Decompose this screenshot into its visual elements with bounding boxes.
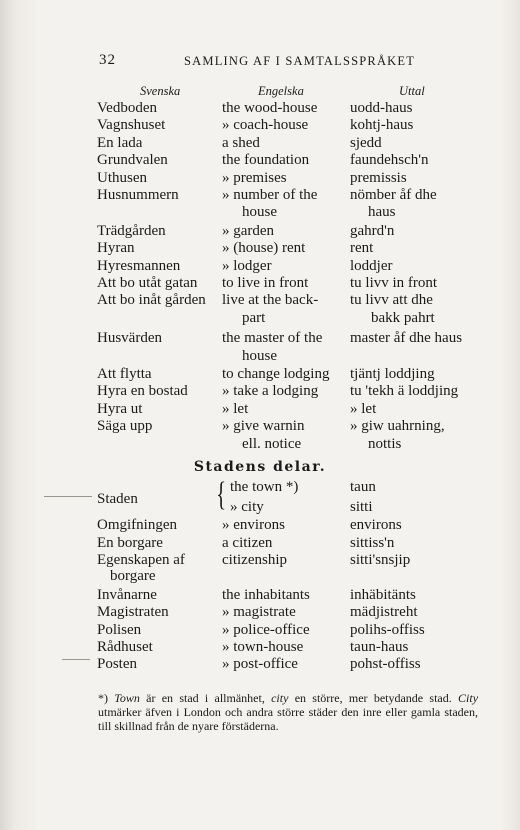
- vocabulary-row: [0, 135, 520, 153]
- swedish-term: Invånarne: [97, 587, 157, 604]
- vocabulary-row: [0, 348, 520, 366]
- vocabulary-row: [0, 622, 520, 640]
- pronunciation: environs: [350, 517, 402, 534]
- english-term: citizenship: [222, 551, 287, 568]
- footnote-marker: *): [98, 691, 108, 705]
- swedish-term: Säga upp: [97, 418, 153, 435]
- swedish-term: Trädgården: [97, 222, 166, 239]
- pronunciation: sittiss'n: [350, 534, 395, 551]
- swedish-term: Vagnshuset: [97, 117, 166, 134]
- pronunciation: uodd-haus: [350, 100, 413, 116]
- vocabulary-row: [0, 535, 520, 553]
- vocabulary-row: [0, 152, 520, 170]
- footnote-text: utmärker äfven i London och andra större städer den inre eller gamla staden, till skillnad från de nyare förstäderna.: [98, 705, 478, 733]
- pronunciation: sjedd: [350, 134, 382, 151]
- pronunciation: premissis: [350, 169, 407, 186]
- english-term: the town *): [230, 479, 299, 495]
- pronunciation: sitti'snsjip: [350, 551, 411, 568]
- english-term: house: [242, 347, 277, 364]
- english-term: part: [242, 309, 266, 326]
- vocabulary-row: [0, 366, 520, 384]
- pronunciation: rent: [350, 240, 374, 257]
- pronunciation: faundehsch'n: [350, 152, 429, 169]
- english-term: » number of the: [222, 187, 318, 203]
- vocabulary-row: [0, 170, 520, 188]
- swedish-term: Hyresmannen: [97, 257, 181, 274]
- english-term: » lodger: [222, 257, 272, 274]
- english-term: » coach-house: [222, 117, 309, 134]
- english-term: live at the back-: [222, 292, 319, 309]
- english-term: a shed: [222, 134, 260, 151]
- running-title: SAMLING AF I SAMTALSSPRÅKET: [184, 54, 416, 68]
- swedish-term: En borgare: [97, 534, 163, 551]
- english-term: house: [242, 204, 277, 221]
- pronunciation: gahrd'n: [350, 222, 395, 239]
- column-header-swedish: Svenska: [140, 84, 181, 98]
- vocabulary-row: [0, 240, 520, 258]
- vocabulary-row: [0, 479, 520, 497]
- pronunciation: nottis: [368, 435, 402, 452]
- swedish-term: Hyra ut: [97, 400, 143, 417]
- vocabulary-row: [0, 330, 520, 348]
- vocabulary-row: [0, 436, 520, 454]
- vocabulary-row: [0, 187, 520, 205]
- english-term: » (house) rent: [222, 240, 306, 257]
- vocabulary-row: [0, 604, 520, 622]
- page-header: [0, 52, 520, 72]
- pronunciation: pohst-offiss: [350, 656, 421, 672]
- footnote-word: City: [458, 691, 479, 705]
- english-term: » premises: [222, 169, 287, 186]
- pronunciation: mädjistreht: [350, 604, 418, 621]
- english-term: » garden: [222, 222, 275, 239]
- swedish-term: Hyran: [97, 240, 135, 257]
- swedish-term: Polisen: [97, 621, 142, 638]
- swedish-term: Husnummern: [97, 187, 179, 203]
- english-term: the master of the: [222, 330, 323, 347]
- pronunciation: » let: [350, 400, 377, 417]
- english-term: » town-house: [222, 638, 304, 655]
- column-header-english: Engelska: [258, 84, 304, 98]
- swedish-term: Husvärden: [97, 330, 162, 347]
- vocabulary-row: [0, 401, 520, 419]
- vocabulary-row: [0, 258, 520, 276]
- swedish-term: Att bo inåt gården: [97, 292, 206, 309]
- pronunciation: haus: [368, 204, 396, 221]
- swedish-term: Att flytta: [97, 366, 152, 382]
- swedish-term: Vedboden: [97, 100, 157, 116]
- english-term: » let: [222, 400, 249, 417]
- vocabulary-row: [0, 587, 520, 605]
- swedish-term: Egenskapen af: [97, 551, 185, 568]
- pronunciation: tjäntj loddjing: [350, 366, 435, 382]
- pronunciation: kohtj-haus: [350, 117, 414, 134]
- pronunciation: master åf dhe haus: [350, 330, 463, 347]
- english-term: » city: [230, 499, 264, 516]
- english-term: the inhabitants: [222, 587, 310, 604]
- vocabulary-row: [0, 292, 520, 310]
- swedish-term: Staden: [97, 491, 138, 508]
- vocabulary-row: [0, 223, 520, 241]
- pronunciation: tu livv in front: [350, 275, 438, 291]
- english-term: » police-office: [222, 621, 310, 638]
- swedish-term: Att bo utåt gatan: [97, 275, 198, 291]
- swedish-term: Hyra en bostad: [97, 383, 188, 400]
- english-term: » post-office: [222, 656, 298, 672]
- margin-pencil-mark: [44, 496, 92, 497]
- vocabulary-row: [0, 275, 520, 293]
- pronunciation: bakk pahrt: [371, 309, 435, 326]
- vocabulary-row: [0, 383, 520, 401]
- swedish-term: Uthusen: [97, 169, 147, 186]
- pronunciation: taun: [350, 479, 376, 495]
- swedish-term: Omgifningen: [97, 517, 177, 534]
- swedish-term: Rådhuset: [97, 638, 153, 655]
- footnote-word: city: [271, 691, 289, 705]
- vocabulary-row: [0, 204, 520, 222]
- pronunciation: tu 'tekh ä loddjing: [350, 383, 459, 400]
- swedish-term: Grundvalen: [97, 152, 168, 169]
- pronunciation: sitti: [350, 499, 373, 516]
- english-term: a citizen: [222, 534, 273, 551]
- english-term: to live in front: [222, 275, 309, 291]
- swedish-term: En lada: [97, 134, 143, 151]
- pronunciation: loddjer: [350, 257, 393, 274]
- margin-pencil-mark: [62, 659, 90, 660]
- english-term: the foundation: [222, 152, 310, 169]
- column-header-pronunciation: Uttal: [399, 84, 425, 98]
- english-term: ell. notice: [242, 435, 302, 452]
- pronunciation: polihs-offiss: [350, 621, 425, 638]
- footnote-text: en större, mer betydande stad.: [288, 691, 459, 705]
- english-term: the wood-house: [222, 100, 318, 116]
- vocabulary-row: [0, 517, 520, 535]
- swedish-term: Posten: [97, 656, 138, 672]
- vocabulary-row: [0, 568, 520, 586]
- english-term: » magistrate: [222, 604, 296, 621]
- english-term: » give warnin: [222, 418, 305, 435]
- brace-mark: {: [216, 476, 227, 513]
- english-term: » take a lodging: [222, 383, 319, 400]
- english-term: to change lodging: [222, 366, 330, 382]
- section-title: Stadens delar.: [193, 459, 327, 475]
- swedish-term: borgare: [110, 568, 156, 584]
- vocabulary-row: [0, 639, 520, 657]
- pronunciation: nömber åf dhe: [350, 187, 437, 203]
- vocabulary-row: [0, 100, 520, 118]
- pronunciation: inhäbitänts: [350, 587, 416, 604]
- swedish-term: Magistraten: [97, 604, 169, 621]
- page-number: 32: [99, 52, 116, 68]
- footnote-word: Town: [114, 691, 140, 705]
- pronunciation: taun-haus: [350, 638, 409, 655]
- pronunciation: tu livv att dhe: [350, 292, 433, 309]
- vocabulary-row: [0, 310, 520, 328]
- pronunciation: » giw uahrning,: [350, 418, 445, 435]
- vocabulary-row: [0, 491, 520, 517]
- vocabulary-row: [0, 418, 520, 436]
- english-term: » environs: [222, 517, 285, 534]
- footnote: [98, 691, 478, 733]
- vocabulary-row: [0, 117, 520, 135]
- footnote-text: är en stad i allmänhet,: [139, 691, 272, 705]
